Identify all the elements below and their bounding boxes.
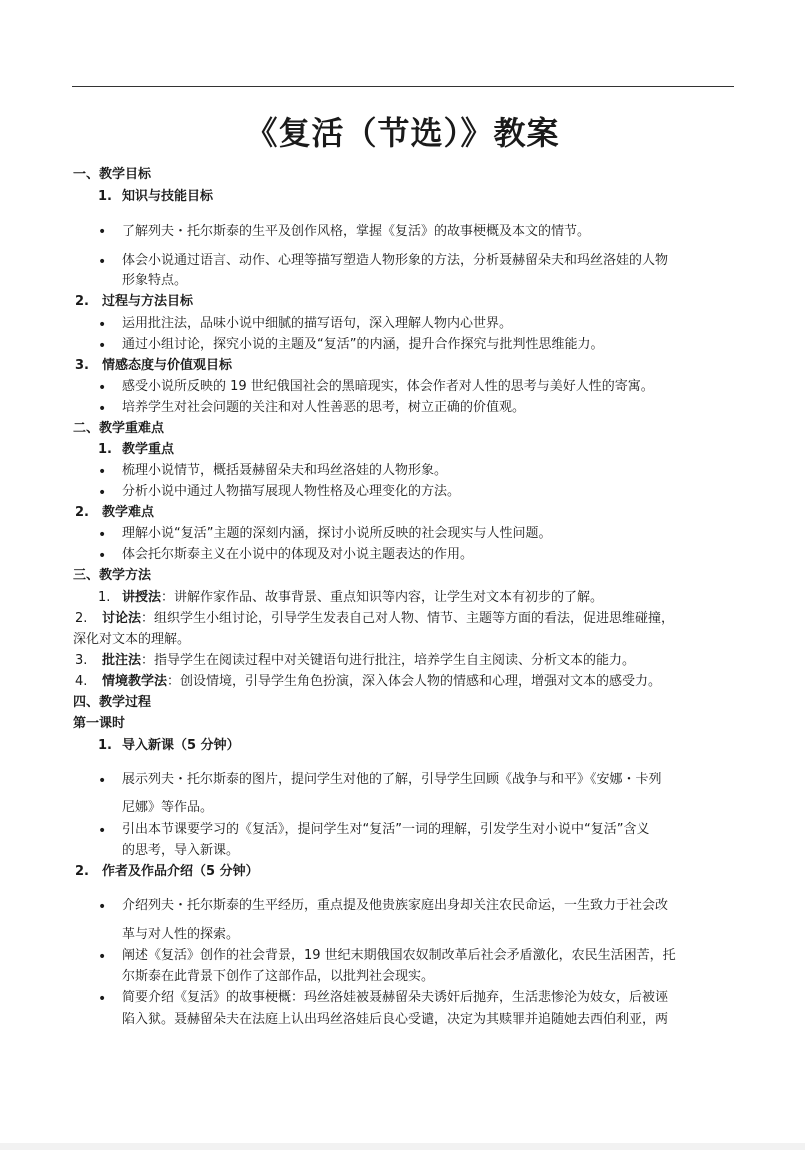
- subheading-focus: 教学重点: [122, 442, 175, 457]
- bullet-icon: •: [98, 254, 107, 270]
- list-item-continued: 尼娜》等作品。: [122, 800, 214, 815]
- list-item: 体会托尔斯泰主义在小说中的体现及对小说主题表达的作用。: [122, 547, 474, 562]
- subheading-number: 1.: [98, 738, 112, 753]
- list-item-continued: 陷入狱。聂赫留朵夫在法庭上认出玛丝洛娃后良心受谴，决定为其赎罪并追随她去西伯利亚，两: [122, 1012, 669, 1027]
- bullet-icon: •: [98, 338, 107, 354]
- list-item-continued: 革与对人性的探索。: [122, 927, 240, 942]
- method-item: [102, 653, 635, 669]
- method-label: 讨论法: [102, 611, 142, 626]
- period-heading: 第一课时: [73, 716, 126, 731]
- method-text: ：创设情境，引导学生角色扮演，深入体会人物的情感和心理，增强对文本的感受力。: [167, 674, 662, 689]
- list-item-continued: 尔斯泰在此背景下创作了这部作品，以批判社会现实。: [122, 969, 435, 984]
- method-label: 讲授法: [122, 590, 162, 605]
- list-item: 运用批注法，品味小说中细腻的描写语句，深入理解人物内心世界。: [122, 316, 513, 331]
- subheading-number: 1.: [98, 442, 112, 457]
- method-text: ：组织学生小组讨论，引导学生发表自己对人物、情节、主题等方面的看法，促进思维碰撞，: [141, 611, 675, 626]
- method-label: 批注法: [102, 653, 142, 668]
- method-number: 1.: [98, 590, 111, 605]
- subheading-author: 作者及作品介绍（5 分钟）: [102, 864, 259, 879]
- section-heading-key-points: 二、教学重难点: [73, 421, 165, 436]
- bullet-icon: •: [98, 548, 107, 564]
- list-item: 阐述《复活》创作的社会背景，19 世纪末期俄国农奴制改革后社会矛盾激化，农民生活困苦，托: [122, 948, 676, 963]
- method-label: 情境教学法: [102, 674, 168, 689]
- list-item: 分析小说中通过人物描写展现人物性格及心理变化的方法。: [122, 484, 461, 499]
- list-item: 梳理小说情节，概括聂赫留朵夫和玛丝洛娃的人物形象。: [122, 463, 448, 478]
- method-item: [122, 590, 603, 606]
- bullet-icon: •: [98, 527, 107, 543]
- bullet-icon: •: [98, 380, 107, 396]
- list-item: 感受小说所反映的 19 世纪俄国社会的黑暗现实，体会作者对人性的思考与美好人性的寄寓。: [122, 379, 654, 394]
- list-item-continued: 的思考，导入新课。: [122, 843, 240, 858]
- bullet-icon: •: [98, 823, 107, 839]
- bullet-icon: •: [98, 464, 107, 480]
- bullet-icon: •: [98, 401, 107, 417]
- section-heading-methods: 三、教学方法: [73, 568, 152, 583]
- method-number: 4.: [75, 674, 88, 689]
- bullet-icon: •: [98, 485, 107, 501]
- subheading-knowledge: 知识与技能目标: [122, 189, 214, 204]
- method-text-continued: 深化对文本的理解。: [73, 632, 191, 647]
- bullet-icon: •: [98, 949, 107, 965]
- bullet-icon: •: [98, 224, 107, 240]
- method-number: 2.: [75, 611, 88, 626]
- document-title: 《复活（节选）》教案: [245, 114, 560, 152]
- method-number: 3.: [75, 653, 88, 668]
- subheading-number: 3.: [75, 358, 89, 373]
- method-item: [102, 674, 661, 690]
- list-item: 体会小说通过语言、动作、心理等描写塑造人物形象的方法，分析聂赫留朵夫和玛丝洛娃的人物: [122, 253, 669, 268]
- method-item: [102, 611, 674, 627]
- subheading-number: 2.: [75, 294, 89, 309]
- subheading-number: 2.: [75, 864, 89, 879]
- method-text: ：指导学生在阅读过程中对关键语句进行批注，培养学生自主阅读、分析文本的能力。: [141, 653, 636, 668]
- subheading-difficulty: 教学难点: [102, 505, 155, 520]
- section-heading-process: 四、教学过程: [73, 695, 152, 710]
- list-item: 通过小组讨论，探究小说的主题及“复活”的内涵，提升合作探究与批判性思维能力。: [122, 337, 604, 352]
- bullet-icon: •: [98, 899, 107, 915]
- header-rule: [72, 86, 734, 87]
- list-item: 介绍列夫・托尔斯泰的生平经历，重点提及他贵族家庭出身却关注农民命运，一生致力于社会改: [122, 898, 669, 913]
- list-item: 引出本节课要学习的《复活》，提问学生对“复活”一词的理解，引发学生对小说中“复活”含义: [122, 822, 650, 837]
- subheading-number: 1.: [98, 189, 112, 204]
- list-item: 简要介绍《复活》的故事梗概：玛丝洛娃被聂赫留朵夫诱奸后抛弃，生活悲惨沦为妓女，后被诬: [122, 990, 669, 1005]
- section-heading-objectives: 一、教学目标: [73, 167, 152, 182]
- subheading-number: 2.: [75, 505, 89, 520]
- list-item: 培养学生对社会问题的关注和对人性善恶的思考，树立正确的价值观。: [122, 400, 526, 415]
- bullet-icon: •: [98, 991, 107, 1007]
- subheading-intro: 导入新课（5 分钟）: [122, 738, 240, 753]
- list-item: 展示列夫・托尔斯泰的图片，提问学生对他的了解，引导学生回顾《战争与和平》《安娜・卡列: [122, 772, 662, 787]
- bullet-icon: •: [98, 317, 107, 333]
- list-item: 理解小说“复活”主题的深刻内涵，探讨小说所反映的社会现实与人性问题。: [122, 526, 552, 541]
- list-item: 了解列夫・托尔斯泰的生平及创作风格，掌握《复活》的故事梗概及本文的情节。: [122, 224, 591, 239]
- method-text: ：讲解作家作品、故事背景、重点知识等内容，让学生对文本有初步的了解。: [161, 590, 604, 605]
- subheading-process: 过程与方法目标: [102, 294, 194, 309]
- list-item-continued: 形象特点。: [122, 273, 188, 288]
- bullet-icon: •: [98, 773, 107, 789]
- subheading-emotion: 情感态度与价值观目标: [102, 358, 233, 373]
